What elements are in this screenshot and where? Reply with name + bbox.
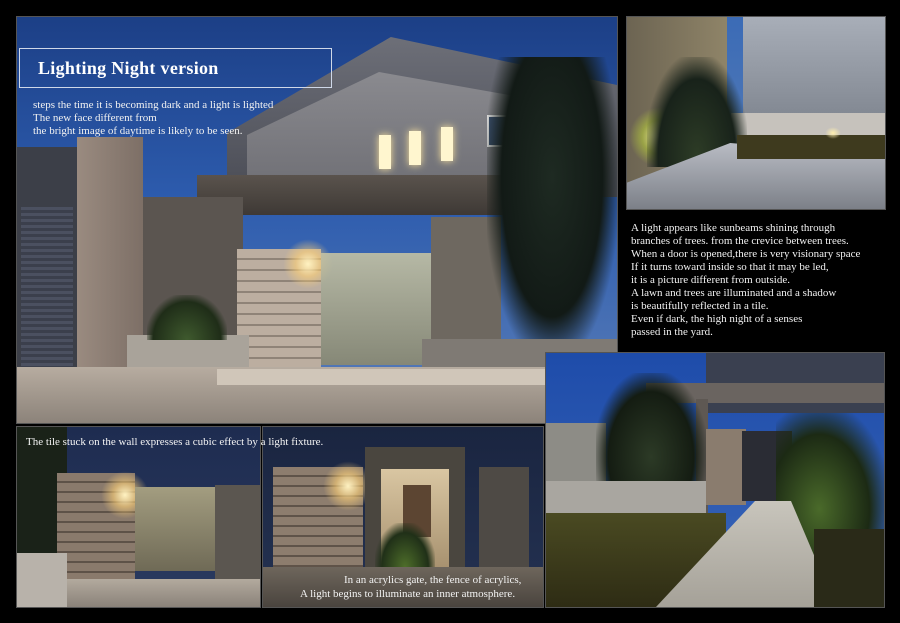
right-bed <box>814 529 884 607</box>
caption-gate-line-2: A light begins to illuminate an inner atmosphere. <box>300 588 516 600</box>
title-box <box>19 48 332 88</box>
house-wall-right <box>743 17 885 127</box>
window-light <box>441 127 453 161</box>
lawn-strip <box>737 135 885 159</box>
tree <box>487 57 617 357</box>
desc-line-8: Even if dark, the high night of a senses <box>631 313 803 325</box>
pavement <box>67 579 260 607</box>
desc-line-6: A lawn and trees are illuminated and a shadow <box>631 287 837 299</box>
desc-line-9: passed in the yard. <box>631 326 713 338</box>
desc-line-3: When a door is opened,there is very visionary space <box>631 248 861 260</box>
garden-path-photo <box>545 352 885 608</box>
window-light <box>379 135 391 169</box>
acrylic-gate <box>321 253 431 365</box>
right-wall <box>215 485 260 585</box>
garden-corner-photo <box>626 16 886 210</box>
right-wall <box>479 467 529 577</box>
pavement <box>263 567 543 607</box>
garage-shutter <box>21 207 73 387</box>
page-title: Lighting Night version <box>38 58 219 78</box>
intro-line-1: steps the time it is becoming dark and a light is lighted <box>33 99 274 111</box>
canopy-beam <box>197 175 507 215</box>
desc-line-4: If it turns toward inside so that it may be led, <box>631 261 829 273</box>
caption-wall: The tile stuck on the wall expresses a cubic effect by a light fixture. <box>26 436 324 448</box>
path-light <box>825 127 841 139</box>
desc-line-7: is beautifully reflected in a tile. <box>631 300 769 312</box>
desc-line-2: branches of trees. from the crevice between trees. <box>631 235 849 247</box>
intro-line-3: the bright image of daytime is likely to be seen. <box>33 125 243 137</box>
wall-lamp-photo <box>16 426 261 608</box>
planter <box>17 553 67 607</box>
entry-plant <box>375 523 435 567</box>
main-house-photo <box>16 16 618 424</box>
planter-plants <box>147 295 227 340</box>
gate-wall <box>706 429 746 505</box>
desc-line-1: A light appears like sunbeams shining through <box>631 222 836 234</box>
desc-line-5: it is a picture different from outside. <box>631 274 790 286</box>
acrylic-gate <box>135 487 215 571</box>
step <box>217 369 547 385</box>
caption-gate-line-1: In an acrylics gate, the fence of acrylics, <box>344 574 522 586</box>
window-light <box>409 131 421 165</box>
intro-line-2: The new face different from <box>33 112 157 124</box>
